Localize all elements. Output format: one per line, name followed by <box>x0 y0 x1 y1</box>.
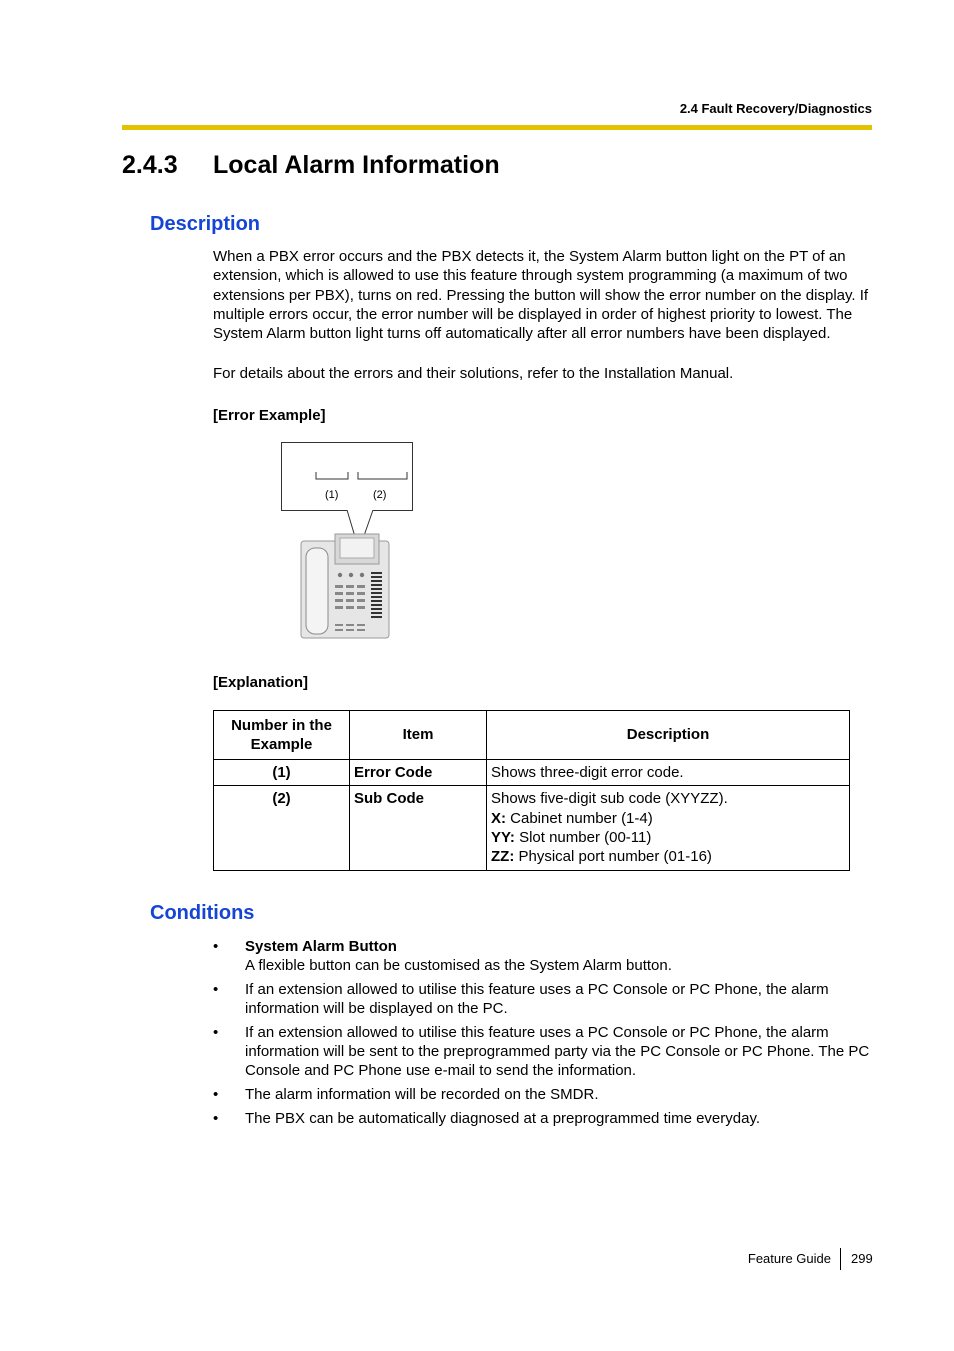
table-cell-description: Shows three-digit error code. <box>487 760 850 786</box>
list-item <box>213 1109 873 1128</box>
table-cell-item: Sub Code <box>350 786 487 871</box>
column-header: Description <box>487 711 850 760</box>
telephone-icon <box>301 534 389 638</box>
condition-title: System Alarm Button <box>245 938 397 955</box>
table-header-row <box>214 711 850 760</box>
table-cell-number: (1) <box>214 760 350 786</box>
section-title: Local Alarm Information <box>213 151 500 179</box>
column-header: Item <box>350 711 487 760</box>
condition-text: If an extension allowed to utilise this feature uses a PC Console or PC Phone, the alarm information will be displayed on the PC. <box>245 981 829 1017</box>
list-item <box>213 1085 873 1104</box>
conditions-list <box>213 937 873 1133</box>
bullet: • <box>213 1024 219 1041</box>
condition-text: If an extension allowed to utilise this feature uses a PC Console or PC Phone, the alarm information will be sent to the preprogrammed party via the PC Console or PC Phone. The PC Console and PC Phone use e-mail to send the information. <box>245 1024 870 1079</box>
table-row <box>214 760 850 786</box>
bullet: • <box>213 938 219 955</box>
footer-divider <box>840 1248 841 1270</box>
description-heading: Description <box>150 213 261 235</box>
explanation-label: [Explanation] <box>213 674 309 691</box>
table-cell-number: (2) <box>214 786 350 871</box>
section-number: 2.4.3 <box>122 151 178 179</box>
table-cell-description <box>487 786 850 871</box>
running-header: 2.4 Fault Recovery/Diagnostics <box>679 101 872 116</box>
conditions-heading: Conditions <box>150 902 255 924</box>
list-item <box>213 980 873 1018</box>
error-example-label: [Error Example] <box>213 407 326 424</box>
callout-label-2: (2) <box>373 489 387 501</box>
table-row <box>214 786 850 871</box>
page-number: 299 <box>851 1251 873 1266</box>
header-rule <box>122 125 872 130</box>
condition-text: The PBX can be automatically diagnosed at a preprogrammed time everyday. <box>245 1110 760 1127</box>
phone-display-illustration <box>280 440 416 640</box>
column-header: Number in the Example <box>214 711 350 760</box>
condition-text: The alarm information will be recorded on the SMDR. <box>245 1086 599 1103</box>
sub-code-summary: Shows five-digit sub code (XYYZZ). <box>491 790 728 808</box>
list-item <box>213 1023 873 1080</box>
description-paragraph: When a PBX error occurs and the PBX detects it, the System Alarm button light on the PT of an extension, which is allowed to use this feature through system programming (a maximum of two extensions per PBX), turns on red. Pressing the button will show the error number on the display. If multiple errors occur, the error number will be displayed in order of highest priority to lowest. The System Alarm button light turns off automatically after all error numbers have been displayed. <box>213 248 869 343</box>
list-item <box>213 937 873 975</box>
display-callout-box <box>282 443 413 511</box>
sub-code-yy: YY: Slot number (00-11) <box>491 828 652 846</box>
description-reference: For details about the errors and their solutions, refer to the Installation Manual. <box>213 365 734 382</box>
table-cell-item: Error Code <box>350 760 487 786</box>
explanation-table <box>213 710 850 871</box>
bullet: • <box>213 1086 219 1103</box>
footer-document-title: Feature Guide <box>747 1251 831 1266</box>
bullet: • <box>213 1110 219 1127</box>
callout-label-1: (1) <box>325 489 339 501</box>
sub-code-x: X: Cabinet number (1-4) <box>491 809 653 827</box>
sub-code-zz: ZZ: Physical port number (01-16) <box>491 848 712 866</box>
condition-text: A flexible button can be customised as the System Alarm button. <box>245 957 672 974</box>
bullet: • <box>213 981 219 998</box>
